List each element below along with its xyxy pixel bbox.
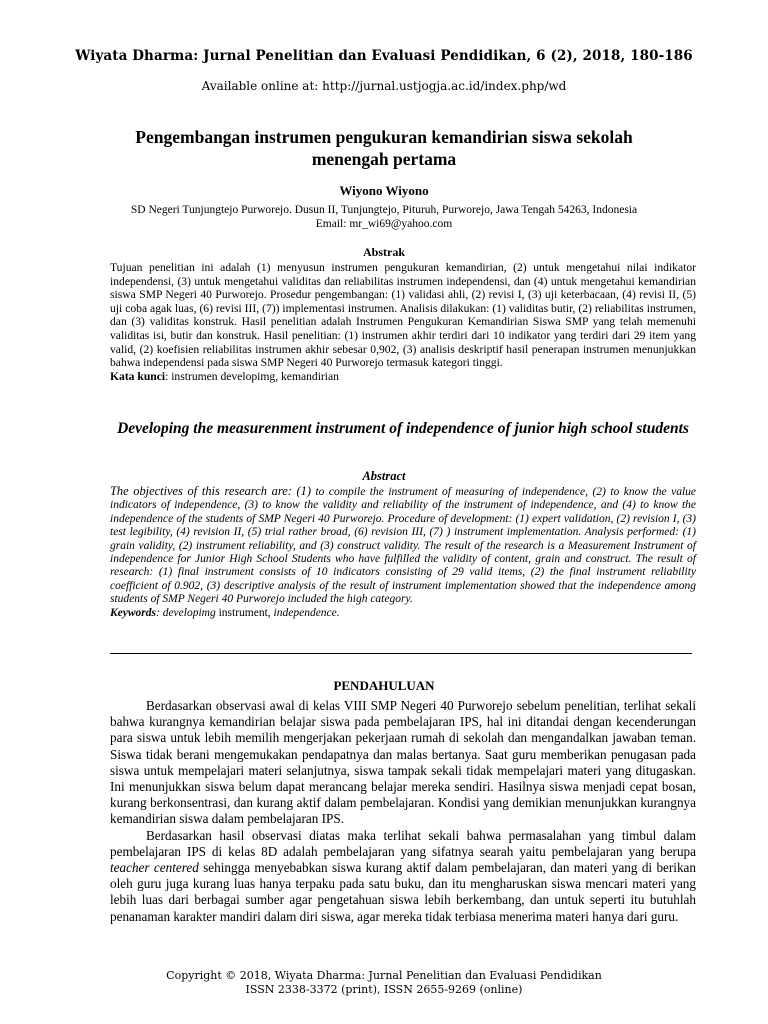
kata-kunci-values: : instrumen developimg, kemandirian xyxy=(165,369,339,383)
section-body xyxy=(110,698,696,925)
section-heading: PENDAHULUAN xyxy=(333,678,435,693)
paragraph-2-part-a: Berdasarkan hasil observasi diatas maka terlihat sekali bahwa permasalahan yang timbul dalam pembelajaran IPS di kelas 8D adalah pembelajaran yang sifatnya searah yaitu pembelajaran yang berupa xyxy=(110,827,696,859)
keywords-label: Keywords xyxy=(110,606,156,619)
affiliation-text: SD Negeri Tunjungtejo Purworejo. Dusun II, Tunjungtejo, Pituruh, Purworejo, Jawa Tengah 54263, Indonesia xyxy=(130,204,638,216)
abstrak-heading: Abstrak xyxy=(362,245,405,259)
author-name: Wiyono Wiyono xyxy=(339,183,429,198)
abstract-text: to compile the instrument of measuring of independence, (2) to know the value indicators of independence, (3) to know the validity and reliability of the instrument of independence, and (4) to know the independence of the students of SMP Negeri 40 Purworejo. Procedure of development: (1) expert validation, (2) revision I, (3) test legibility, (4) revision II, (5) trial rather broad, (6) revision III, (7) ) instrument implementation. Analysis performed: (1) grain validity, (2) instrument reliability, and (3) construct validity. The result of the research is a Measurement Instrument of independence for Junior High School Students who have fulfilled the validity of content, grain and construct. The result of research: (1) final instrument consists of 10 indicators consisting of 29 valid items, (2) the final instrument reliability coefficient of 0.902, (3) descriptive analysis of the result of instrument implementation showed that the independence among students of SMP Negeri 40 Purworejo included the high category. xyxy=(110,486,696,606)
keywords-part-3: , independence. xyxy=(267,606,340,619)
article-title-indonesian: Pengembangan instrumen pengukuran kemandirian siswa sekolah menengah pertama xyxy=(135,127,633,169)
paragraph-1: Berdasarkan observasi awal di kelas VIII SMP Negeri 40 Purworejo sebelum penelitian, terlihat sekali bahwa kurangnya kemandirian belajar siswa pada pembelajaran IPS, hal ini ditandai dengan kecenderungan para siswa untuk lebih memilih mengerjakan pekerjaan rumah di sekolah dan mengandalkan jawaban teman. Siswa tidak berani mengemukakan pendapatnya dan malas bertanya. Saat guru memberikan penugasan pada siswa untuk mempelajari materi selanjutnya, siswa tampak sekali tidak mempelajari materi yang ditugaskan. Ini menunjukkan siswa belum dapat merancang belajar mereka sendiri. Hasilnya siswa menjadi cepat bosan, kurang berkonsentrasi, dan kurang aktif dalam pembelajaran. Kondisi yang demikian menunjukkan kurangnya kemandirian siswa dalam pembelajaran IPS. xyxy=(110,698,696,827)
keywords-line xyxy=(110,607,340,619)
paragraph-2 xyxy=(110,828,696,925)
author-email[interactable]: Email: mr_wi69@yahoo.com xyxy=(315,218,453,230)
available-online-link[interactable]: Available online at: http://jurnal.ustjogja.ac.id/index.php/wd xyxy=(201,79,567,93)
abstrak-text: Tujuan penelitian ini adalah (1) menyusun instrumen pengukuran kemandirian, (2) untuk mengetahui nilai indikator independensi, (3) untuk mengetahui validitas dan reliabilitas instrumen independensi, dan (4) untuk mengetahui kemandirian siswa SMP Negeri 40 Purworejo. Prosedur pengembangan: (1) validasi ahli, (2) revisi I, (3) uji keterbacaan, (4) revisi II, (5) uji coba agak luas, (6) revisi III, (7)) implementasi instrumen. Analisis dilakukan: (1) validitas butir, (2) reliabilitas instrumen, dan (3) validitas konstruk. Hasil penelitian adalah Instrumen Pengukuran Kemandirian Siswa SMP yang telah memenuhi validitas isi, butir dan konstruk. Hasil penelitian: (1) instrumen akhir terdiri dari 10 indikator yang terdiri dari 29 item yang valid, (2) koefisien reliabilitas instrumen akhir sebesar 0,902, (3) analisis deskriptif hasil penerapan instrumen menunjukkan bahwa independensi pada siswa SMP Negeri 40 Purworejo termasuk kategori tinggi. xyxy=(110,261,696,370)
issn-line: ISSN 2338-3372 (print), ISSN 2655-9269 (online) xyxy=(245,983,523,996)
abstract-lead: The objectives of this research are: (1) xyxy=(110,484,311,498)
journal-header: Wiyata Dharma: Jurnal Penelitian dan Evaluasi Pendidikan, 6 (2), 2018, 180-186 xyxy=(75,48,693,64)
article-title-english: Developing the measurenment instrument of independence of junior high school students xyxy=(117,420,689,437)
kata-kunci-label: Kata kunci xyxy=(110,369,166,383)
abstract-heading: Abstract xyxy=(362,469,406,483)
author-affiliation xyxy=(0,203,768,231)
separator-rule xyxy=(110,653,692,654)
keywords-part-2: instrument xyxy=(218,606,268,619)
paragraph-2-part-b: sehingga menyebabkan siswa kurang aktif dalam pembelajaran, dan materi yang di berikan oleh guru juga kurang luas hanya terpaku pada satu buku, dan itu mengharuskan siswa mencari materi yang lebih luas dari berbagai sumber agar pengetahuan siswa lebih berkembang, dan untuk seperti itu butuhlah penanaman karakter mandiri dalam diri siswa, agar mereka tidak terbiasa menerima materi hanya dari guru. xyxy=(110,860,697,924)
page-footer xyxy=(0,969,768,997)
copyright-line: Copyright © 2018, Wiyata Dharma: Jurnal Penelitian dan Evaluasi Pendidikan xyxy=(166,969,602,982)
paragraph-2-emphasis: teacher centered xyxy=(110,860,199,876)
abstract-body xyxy=(110,485,696,620)
keywords-part-1: : developimg xyxy=(156,606,219,619)
abstrak-body xyxy=(110,261,696,383)
